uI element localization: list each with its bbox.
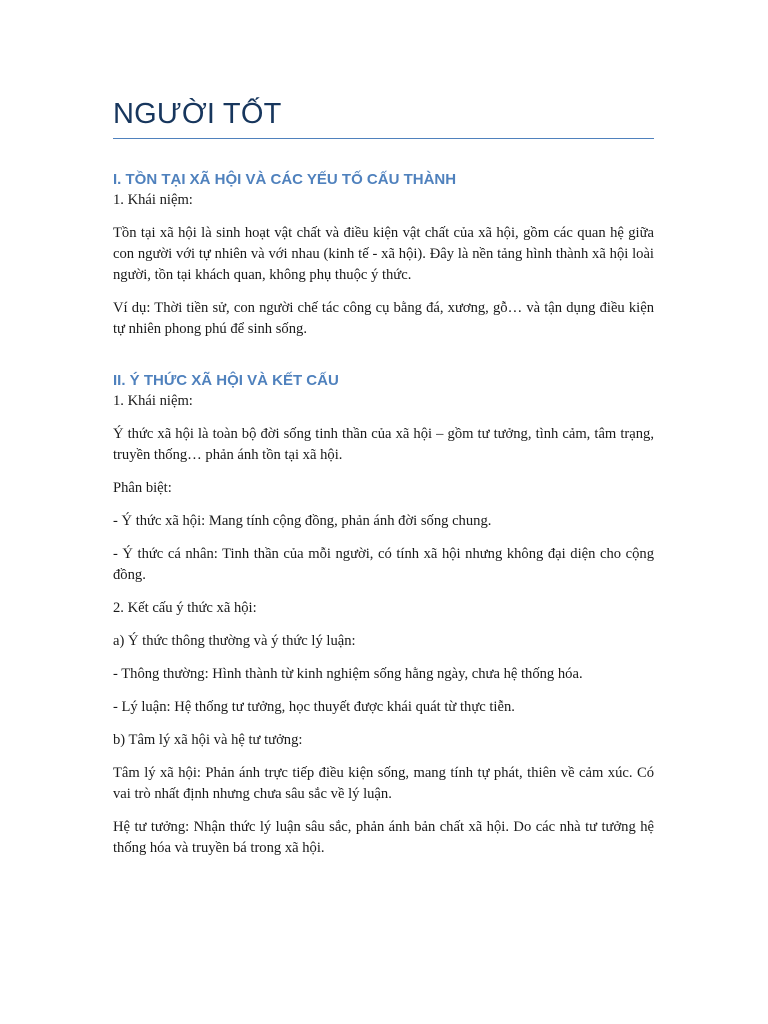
section-2-paragraph-3: Phân biệt:	[113, 480, 172, 496]
section-2-paragraph-6: 2. Kết cấu ý thức xã hội:	[113, 600, 257, 616]
section-1-paragraph-2: Tồn tại xã hội là sinh hoạt vật chất và điều kiện vật chất của xã hội, gồm các quan hệ giữa con người với tự nhiên và với nhau (kinh tế - xã hội). Đây là nền tảng hình thành xã hội loài người, tồn tại khách quan, không phụ thuộc ý thức.	[113, 225, 654, 283]
section-2-paragraph-5: - Ý thức cá nhân: Tinh thần của mỗi người, có tính xã hội nhưng không đại diện cho cộng đồng.	[113, 546, 654, 583]
section-heading-2: II. Ý THỨC XÃ HỘI VÀ KẾT CẤU	[113, 372, 339, 389]
section-2-paragraph-2: Ý thức xã hội là toàn bộ đời sống tinh thần của xã hội – gồm tư tưởng, tình cảm, tâm trạng, truyền thống… phản ánh tồn tại xã hội.	[113, 426, 654, 463]
section-2-paragraph-9: - Lý luận: Hệ thống tư tưởng, học thuyết được khái quát từ thực tiễn.	[113, 699, 515, 715]
section-2-paragraph-7: a) Ý thức thông thường và ý thức lý luận:	[113, 633, 356, 649]
section-heading-1: I. TỒN TẠI XÃ HỘI VÀ CÁC YẾU TỐ CẤU THÀNH	[113, 171, 457, 188]
section-1-paragraph-3: Ví dụ: Thời tiền sử, con người chế tác công cụ bằng đá, xương, gỗ… và tận dụng điều kiện tự nhiên phong phú để sinh sống.	[113, 300, 654, 337]
document-page	[113, 94, 654, 859]
section-1-paragraph-1: 1. Khái niệm:	[113, 192, 193, 208]
section-2-paragraph-1: 1. Khái niệm:	[113, 393, 193, 409]
document-title: NGƯỜI TỐT	[113, 98, 282, 130]
section-2-paragraph-11: Tâm lý xã hội: Phản ánh trực tiếp điều kiện sống, mang tính tự phát, thiên về cảm xúc. Có vai trò nhất định nhưng chưa sâu sắc về lý luận.	[113, 765, 654, 802]
title-divider	[113, 138, 654, 139]
section-2-paragraph-10: b) Tâm lý xã hội và hệ tư tưởng:	[113, 732, 303, 748]
section-2-paragraph-12: Hệ tư tưởng: Nhận thức lý luận sâu sắc, phản ánh bản chất xã hội. Do các nhà tư tưởng hệ thống hóa và truyền bá trong xã hội.	[113, 819, 654, 856]
section-2-paragraph-8: - Thông thường: Hình thành từ kinh nghiệm sống hằng ngày, chưa hệ thống hóa.	[113, 666, 583, 682]
section-2-paragraph-4: - Ý thức xã hội: Mang tính cộng đồng, phản ánh đời sống chung.	[113, 513, 492, 529]
